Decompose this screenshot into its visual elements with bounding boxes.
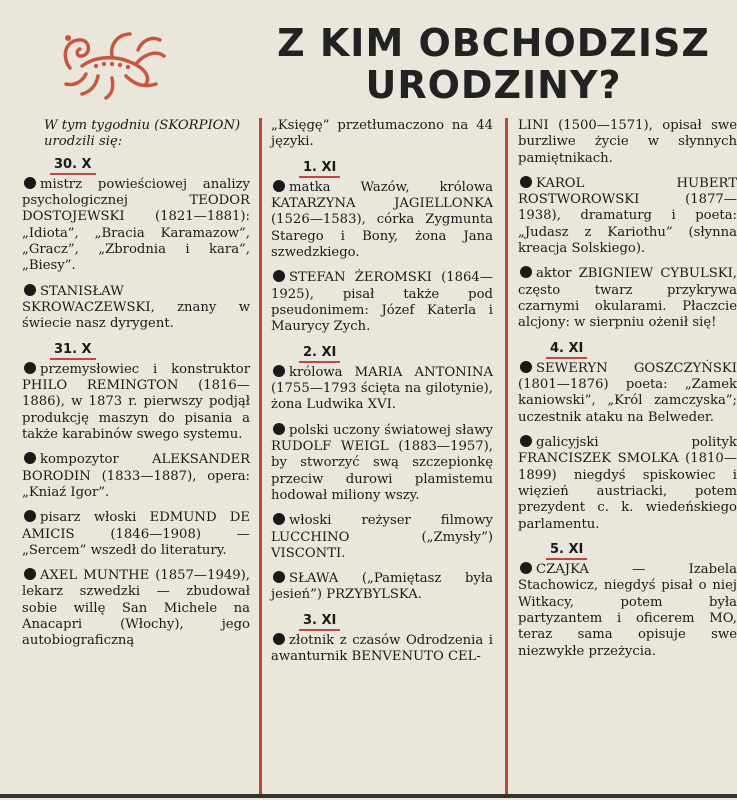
date-heading: 5. XI xyxy=(518,542,737,558)
bullet-dot-icon xyxy=(273,513,285,525)
date-heading: 2. XI xyxy=(271,345,493,361)
column-divider xyxy=(259,118,262,794)
bullet-dot-icon xyxy=(520,361,532,373)
date-heading: 31. X xyxy=(22,342,250,358)
column-divider xyxy=(505,118,508,794)
date-heading: 3. XI xyxy=(271,613,493,629)
page-title xyxy=(250,22,737,106)
column-3 xyxy=(518,118,737,669)
title-line-1: Z KIM OBCHODZISZ xyxy=(277,21,710,65)
birthday-entry: aktor ZBIGNIEW CYBULSKI, często twarz przykrywa czarnymi okularami. Płaczcie alcjony: w sierpniu ożenił się! xyxy=(518,266,737,331)
birthday-entry: królowa MARIA ANTONINA (1755—1793 ścięta na gilotynie), żona Ludwika XVI. xyxy=(271,364,493,413)
birthday-entry: KAROL HUBERT ROSTWOROWSKI (1877—1938), dramaturg i poeta: „Judasz z Kariothu” (słynna kreacja Solskiego). xyxy=(518,175,737,257)
bullet-dot-icon xyxy=(24,452,36,464)
birthday-entry: pisarz włoski EDMUND DE AMICIS (1846—1908) — „Sercem” wszedł do literatury. xyxy=(22,510,250,558)
bullet-dot-icon xyxy=(273,633,285,645)
bullet-dot-icon xyxy=(24,510,36,522)
bullet-dot-icon xyxy=(273,180,285,192)
birthday-entry: galicyjski polityk FRANCISZEK SMOLKA (1810—1899) niegdyś spiskowiec i więzień austriacki, potem prezydent c. k. wiedeńskiego parlamentu. xyxy=(518,435,737,532)
birthday-entry: kompozytor ALEKSANDER BORODIN (1833—1887), opera: „Kniaź Igor”. xyxy=(22,452,250,500)
bullet-dot-icon xyxy=(520,266,532,278)
scorpion-logo xyxy=(52,20,170,100)
bullet-dot-icon xyxy=(520,176,532,188)
bullet-dot-icon xyxy=(24,284,36,296)
birthday-entry: SŁAWA („Pamiętasz była jesień”) PRZYBYLSKA. xyxy=(271,571,493,603)
bullet-dot-icon xyxy=(24,177,36,189)
date-heading: 30. X xyxy=(22,157,250,173)
bullet-dot-icon xyxy=(273,571,285,583)
continued-text: „Księgę” przetłumaczono na 44 języki. xyxy=(271,118,493,150)
column-2 xyxy=(271,118,493,675)
bullet-dot-icon xyxy=(24,568,36,580)
birthday-entry: CZAJKA — Izabela Stachowicz, niegdyś pisał o niej Witkacy, potem była partyzantem i oficerem MO, teraz sama opisuje swe niezwykłe przeżycia. xyxy=(518,562,737,659)
title-line-2: URODZINY? xyxy=(365,63,622,107)
date-heading: 4. XI xyxy=(518,341,737,357)
column-1 xyxy=(22,118,250,659)
birthday-entry: złotnik z czasów Odrodzenia i awanturnik BENVENUTO CEL- xyxy=(271,633,493,665)
birthday-entry: STEFAN ŻEROMSKI (1864—1925), pisał także pod pseudonimem: Józef Katerla i Maurycy Zych. xyxy=(271,270,493,335)
bullet-dot-icon xyxy=(273,423,285,435)
bullet-dot-icon xyxy=(273,270,285,282)
intro-text: W tym tygodniu (SKORPION) urodzili się: xyxy=(44,118,241,150)
bullet-dot-icon xyxy=(520,562,532,574)
bottom-rule xyxy=(0,794,737,798)
birthday-entry: STANISŁAW SKROWACZEWSKI, znany w świecie nasz dyrygent. xyxy=(22,283,250,332)
birthday-entry: mistrz powieściowej analizy psychologicznej TEODOR DOSTOJEWSKI (1821—1881): „Idiota”, „Bracia Karamazow”, „Gracz”, „Zbrodnia i kara”, „Biesy”. xyxy=(22,176,250,274)
birthday-entry: SEWERYN GOSZCZYŃSKI (1801—1876) poeta: „Zamek kaniowski”, „Król zamczyska”; uczestnik ataku na Belweder. xyxy=(518,360,737,425)
bullet-dot-icon xyxy=(273,365,285,377)
date-heading: 1. XI xyxy=(271,160,493,176)
birthday-entry: przemysłowiec i konstruktor PHILO REMINGTON (1816—1886), w 1873 r. pierwszy podjął produkcję maszyn do pisania a także karabinów swego systemu. xyxy=(22,361,250,443)
birthday-entry: polski uczony światowej sławy RUDOLF WEIGL (1883—1957), by stworzyć swą szczepionkę przeciw durowi plamistemu hodował miliony wszy. xyxy=(271,422,493,503)
continued-text: LINI (1500—1571), opisał swe burzliwe życie w słynnych pamiętnikach. xyxy=(518,118,737,166)
bullet-dot-icon xyxy=(520,435,532,447)
bullet-dot-icon xyxy=(24,362,36,374)
birthday-entry: matka Wazów, królowa KATARZYNA JAGIELLONKA (1526—1583), córka Zygmunta Starego i Bony, żona Jana szwedzkiego. xyxy=(271,179,493,261)
birthday-entry: włoski reżyser filmowy LUCCHINO („Zmysły”) VISCONTI. xyxy=(271,513,493,561)
birthday-entry: AXEL MUNTHE (1857—1949), lekarz szwedzki — zbudował sobie willę San Michele na Anacapri (Włochy), jego autobiograficzną xyxy=(22,568,250,649)
